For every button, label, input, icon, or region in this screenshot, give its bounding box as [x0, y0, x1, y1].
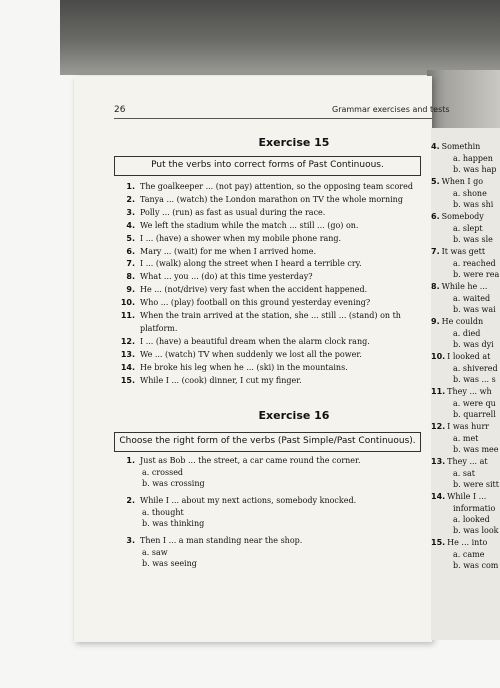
right-page-option: b. was ... s — [453, 375, 496, 384]
item-number: 9. — [431, 317, 440, 326]
item-text: When the train arrived at the station, she ... still ... (stand) on th — [140, 311, 401, 320]
item-text: While he ... — [441, 282, 488, 291]
header-rule — [114, 118, 432, 119]
right-page-option: a. slept — [453, 224, 483, 233]
exercise-15-instruction: Put the verbs into correct forms of Past Continuous. — [114, 156, 421, 176]
exercise-15-item — [120, 259, 440, 269]
item-text: platform. — [140, 323, 178, 333]
right-page-item — [431, 247, 485, 256]
item-number: 10. — [431, 352, 446, 361]
right-page-item — [431, 177, 483, 186]
item-number: 4. — [126, 220, 135, 230]
exercise-16-option-b: b. was thinking — [142, 519, 205, 528]
exercise-15-item — [120, 272, 440, 282]
item-number: 12. — [431, 422, 446, 431]
item-number: 13. — [431, 457, 446, 466]
right-page-option: b. was look — [453, 526, 499, 535]
left-page — [74, 76, 450, 642]
item-text: They ... at — [447, 457, 488, 466]
item-text: The goalkeeper ... (not pay) attention, so the opposing team scored — [140, 182, 413, 191]
exercise-15-item — [120, 247, 440, 257]
item-text: He ... into — [447, 538, 488, 547]
item-text: Somebody — [441, 212, 484, 221]
item-text: I ... (have) a beautiful dream when the alarm clock rang. — [140, 336, 370, 346]
exercise-15-item — [120, 337, 440, 347]
item-text: Tanya ... (watch) the London marathon on TV the whole morning — [140, 194, 403, 204]
right-page — [431, 128, 500, 640]
item-number: 5. — [126, 233, 135, 243]
item-number: 7. — [126, 259, 135, 269]
right-page-option: b. was hap — [453, 165, 497, 174]
running-head — [332, 105, 450, 114]
exercise-16-option-b: b. was crossing — [142, 479, 205, 488]
item-text: I was hurr — [447, 422, 490, 431]
right-page-item — [431, 352, 490, 361]
right-page-option: a. sat — [453, 469, 475, 478]
item-text: I ... (walk) along the street when I heard a terrible cry. — [140, 259, 362, 269]
right-page-option: a. happen — [453, 154, 493, 163]
exercise-16-title: Exercise 16 — [258, 409, 330, 422]
exercise-15-item — [120, 363, 440, 373]
item-text: When I go — [441, 177, 484, 186]
item-number: 8. — [126, 272, 135, 282]
item-text: They ... wh — [447, 387, 492, 396]
exercise-15-item — [120, 208, 440, 218]
item-text: I ... (have) a shower when my mobile phone rang. — [140, 233, 342, 243]
right-page-option: a. shivered — [453, 364, 498, 373]
right-page-option: b. was sle — [453, 235, 493, 244]
exercise-16-instruction: Choose the right form of the verbs (Past Simple/Past Continuous). — [114, 432, 421, 452]
item-number: 11. — [431, 387, 446, 396]
right-page-item — [431, 492, 486, 501]
exercise-15-item — [120, 311, 440, 321]
exercise-15-title: Exercise 15 — [258, 136, 330, 149]
item-number: 3. — [126, 536, 135, 545]
exercise-15-item — [120, 182, 440, 192]
running-head-text: Grammar exercises and tests — [332, 105, 450, 114]
item-number: 14. — [120, 362, 135, 372]
item-text: While I ... — [447, 492, 487, 501]
item-number: 7. — [431, 247, 440, 256]
exercise-15-item — [120, 350, 440, 360]
right-page-option: b. was wai — [453, 305, 496, 314]
right-page-option: a. looked — [453, 515, 490, 524]
right-page-option: a. met — [453, 434, 479, 443]
item-text: It was gett — [441, 247, 486, 256]
item-text: Who ... (play) football on this ground yesterday evening? — [140, 298, 371, 308]
exercise-15-item — [120, 221, 440, 231]
shadow-top — [60, 0, 500, 75]
exercise-16-option-a: a. crossed — [142, 468, 184, 477]
right-page-item — [431, 282, 487, 291]
item-text: Somethin — [441, 142, 481, 151]
right-page-option: b. was com — [453, 561, 499, 570]
item-number: 6. — [126, 246, 135, 256]
exercise-16-option-a: a. saw — [142, 548, 168, 557]
item-number: 12. — [120, 336, 135, 346]
item-number: 1. — [126, 182, 135, 191]
right-page-option: a. waited — [453, 294, 491, 303]
item-number: 2. — [126, 496, 135, 505]
right-page-item — [431, 387, 492, 396]
exercise-16-option-b: b. was seeing — [142, 559, 197, 568]
exercise-16-option-a: a. thought — [142, 508, 184, 517]
item-text: I looked at — [447, 352, 491, 361]
right-page-option: b. quarrell — [453, 410, 496, 419]
page-number: 26 — [114, 105, 126, 115]
exercise-15-item — [120, 376, 440, 386]
exercise-15-item — [120, 285, 440, 295]
item-number: 2. — [126, 194, 135, 204]
exercise-16-item — [120, 496, 440, 506]
item-text: Polly ... (run) as fast as usual during the race. — [140, 207, 326, 217]
exercise-15-item — [120, 324, 440, 334]
exercise-16-item — [120, 456, 440, 466]
item-number: 3. — [126, 207, 135, 217]
item-number: 13. — [120, 349, 135, 359]
item-number: 9. — [126, 285, 135, 295]
item-number: 5. — [431, 177, 440, 186]
item-text: While I ... (cook) dinner, I cut my finger. — [140, 375, 302, 385]
item-text: He couldn — [441, 317, 484, 326]
right-page-item — [431, 212, 484, 221]
item-text: We ... (watch) TV when suddenly we lost all the power. — [140, 349, 362, 359]
right-page-option: informatio — [453, 504, 496, 513]
right-page-item — [431, 538, 487, 547]
right-page-item — [431, 317, 483, 326]
right-page-option: b. were sitt — [453, 480, 499, 489]
right-page-item — [431, 422, 489, 431]
right-page-option: a. came — [453, 550, 485, 559]
right-page-item — [431, 142, 480, 151]
item-number: 1. — [126, 456, 135, 465]
right-page-option: b. were rea — [453, 270, 500, 279]
right-page-option: a. reached — [453, 259, 496, 268]
item-text: He broke his leg when he ... (ski) in the mountains. — [140, 362, 348, 372]
right-page-option: a. were qu — [453, 399, 496, 408]
item-text: While I ... about my next actions, somebody knocked. — [140, 496, 357, 505]
exercise-15-item — [120, 234, 440, 244]
right-page-option: a. shone — [453, 189, 487, 198]
item-text: He ... (not/drive) very fast when the accident happened. — [140, 285, 368, 295]
right-page-option: b. was dyi — [453, 340, 494, 349]
item-text: We left the stadium while the match ... still ... (go) on. — [140, 220, 359, 230]
item-number: 6. — [431, 212, 440, 221]
exercise-15-item — [120, 298, 440, 308]
right-page-option: a. died — [453, 329, 481, 338]
item-number: 8. — [431, 282, 440, 291]
right-page-item — [431, 457, 488, 466]
item-number: 4. — [431, 142, 440, 151]
item-text: Then I ... a man standing near the shop. — [140, 536, 303, 545]
item-text: What ... you ... (do) at this time yesterday? — [140, 272, 313, 282]
right-page-option: b. was shi — [453, 200, 494, 209]
item-number: 15. — [431, 538, 446, 547]
exercise-16-item — [120, 536, 440, 546]
item-number: 11. — [120, 311, 135, 320]
exercise-15-item — [120, 195, 440, 205]
item-text: Mary ... (wait) for me when I arrived home. — [140, 246, 317, 256]
item-number: 15. — [120, 375, 135, 385]
item-number: 14. — [431, 492, 446, 501]
right-page-option: b. was mee — [453, 445, 499, 454]
item-number: 10. — [120, 298, 135, 308]
item-text: Just as Bob ... the street, a car came round the corner. — [140, 456, 361, 465]
